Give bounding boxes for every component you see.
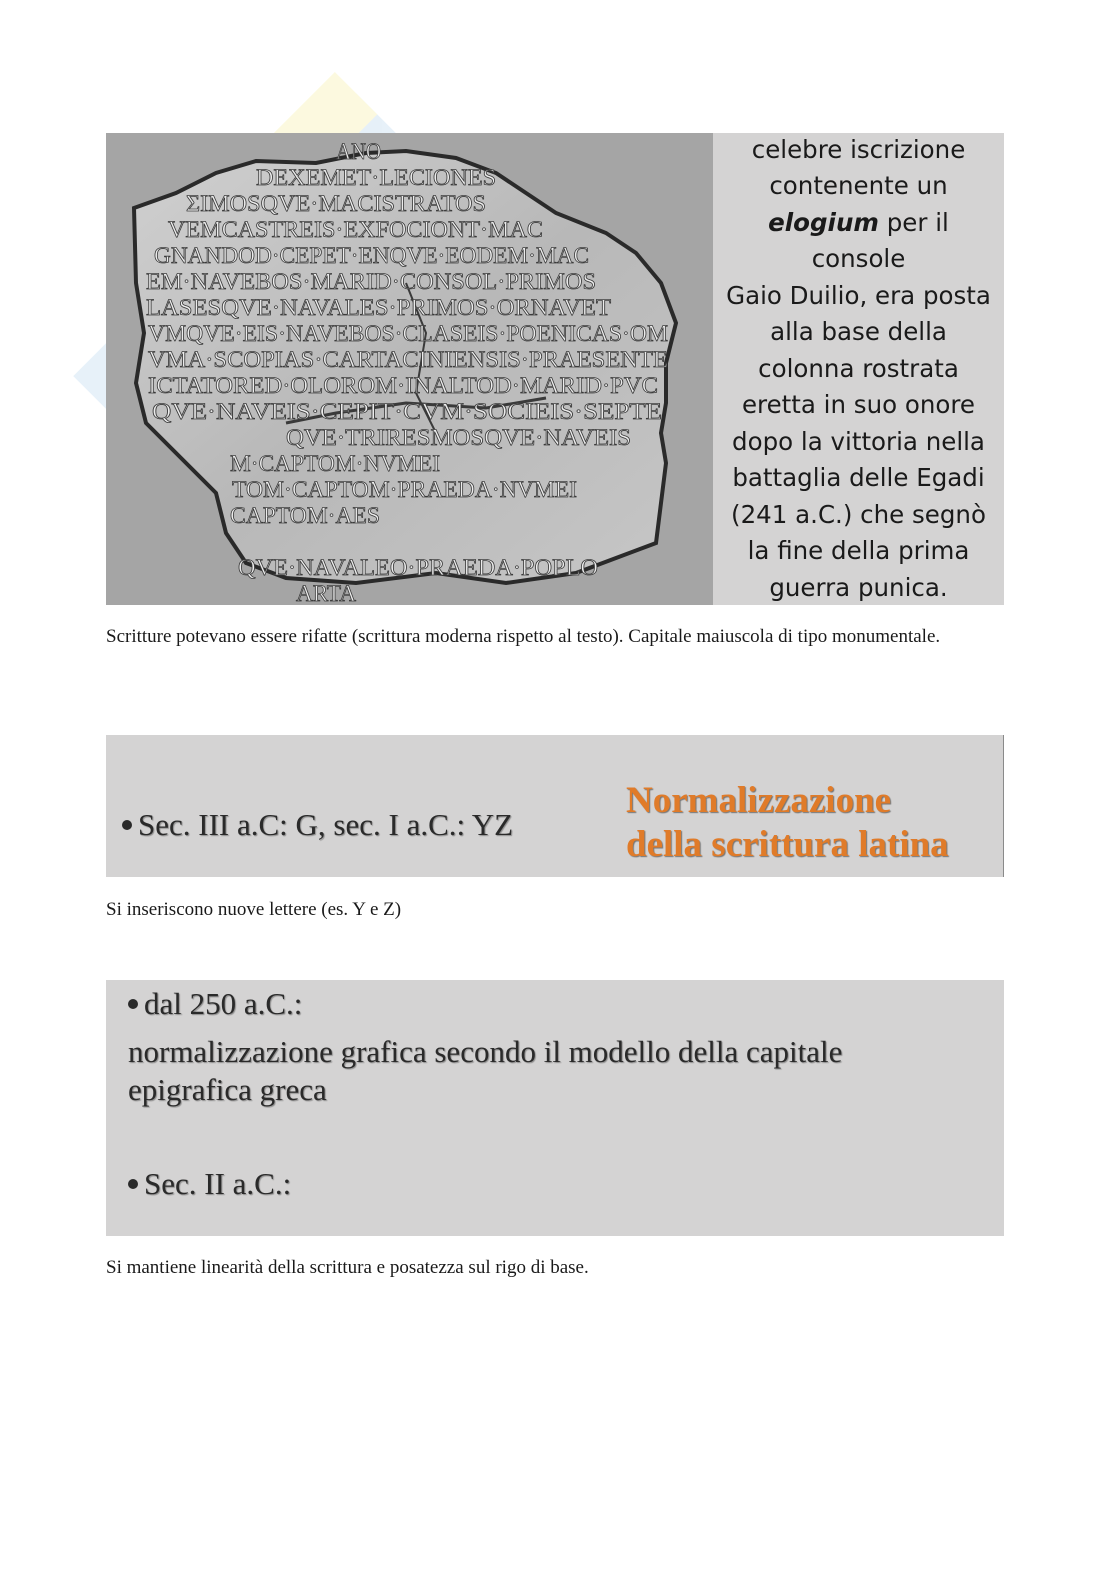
bullet-dot-icon <box>128 1179 138 1189</box>
inscription-line: QVE·NAVALEO·PRAEDA·POPLO <box>238 555 598 580</box>
inscription-line: LASESQVE·NAVALES·PRIMOS·ORNAVET <box>146 295 611 320</box>
caption-line: la fine della prima <box>747 536 970 566</box>
caption-line: celebre iscrizione <box>751 134 966 164</box>
caption-line: guerra punica. <box>769 572 948 602</box>
caption-line: battaglia delle Egadi <box>732 463 985 493</box>
caption-line: colonna rostrata <box>758 353 959 383</box>
note-nuove-lettere: Si inseriscono nuove lettere (es. Y e Z) <box>106 899 402 920</box>
note-scritture: Scritture potevano essere rifatte (scrittura moderna rispetto al testo). Capitale maiuscola di tipo monumentale. <box>106 626 941 647</box>
caption-line: alla base della <box>770 317 947 347</box>
inscription-line: DEXEMET·LECIONES <box>256 165 496 190</box>
normalization-slide <box>106 735 1004 877</box>
inscription-line: M·CAPTOM·NVMEI <box>230 451 440 476</box>
bullet-text: Sec. III a.C: G, sec. I a.C.: YZ <box>138 807 514 842</box>
epigrafica-line: epigrafica greca <box>128 1072 327 1107</box>
slide-title <box>626 779 949 867</box>
bullet-dot-icon <box>122 820 132 830</box>
inscription-caption <box>721 132 996 607</box>
caption-line: eretta in suo onore <box>741 390 975 420</box>
caption-line: dopo la vittoria nella <box>732 426 985 456</box>
caption-line: contenente un <box>769 171 948 201</box>
bullet-text: dal 250 a.C.: <box>144 986 303 1021</box>
inscription-line: ARTA <box>296 581 357 605</box>
caption-panel <box>713 133 1004 605</box>
bullet-dal-250 <box>128 986 302 1022</box>
inscription-line: VEMCASTREIS·EXFOCIONT·MAC <box>168 217 543 242</box>
bullet-text: Sec. II a.C.: <box>144 1166 292 1201</box>
title-line-2: della scrittura latina <box>626 824 949 865</box>
bullet-dot-icon <box>128 999 138 1009</box>
inscription-line: ANO <box>336 139 381 164</box>
normalization-line: normalizzazione grafica secondo il modello della capitale <box>128 1034 843 1069</box>
inscription-line: TOM·CAPTOM·PRAEDA·NVMEI <box>232 477 577 502</box>
bullet-sec-iii <box>122 807 513 843</box>
inscription-line: VMQVE·EIS·NAVEBOS·CLASEIS·POENICAS·OM <box>148 321 668 346</box>
inscription-line: ΣIMOSQVE·MACISTRATOS <box>186 191 486 216</box>
inscription-line: QVE·NAVEIS·CEPIT·CVM·SOCIEIS·SEPTE <box>152 399 662 424</box>
caption-emphasis: elogium <box>768 207 879 237</box>
inscription-line: VMA·SCOPIAS·CARTACINIENSIS·PRAESENTE <box>148 347 668 372</box>
inscription-line: GNANDOD·CEPET·ENQVE·EODEM·MAC <box>154 243 589 268</box>
note-linearita: Si mantiene linearità della scrittura e posatezza sul rigo di base. <box>106 1257 589 1278</box>
inscription-stone-graphic <box>106 133 713 605</box>
title-line-1: Normalizzazione <box>626 780 892 821</box>
caption-line: (241 a.C.) che segnò <box>731 499 986 529</box>
caption-line: Gaio Duilio, era posta <box>726 280 991 310</box>
inscription-line: EM·NAVEBOS·MARID·CONSOL·PRIMOS <box>146 269 596 294</box>
inscription-line: CAPTOM·AES <box>230 503 380 528</box>
inscription-slide <box>106 133 1004 605</box>
graphic-normalization-slide <box>106 980 1004 1236</box>
caption-line <box>721 205 996 278</box>
bullet-sec-ii <box>128 1166 291 1202</box>
inscription-photo <box>106 133 713 605</box>
inscription-line: QVE·TRIRESMOSQVE·NAVEIS <box>286 425 631 450</box>
inscription-line: ICTATORED·OLOROM·INALTOD·MARID·PVC <box>148 373 658 398</box>
caption-rest: per il console <box>811 207 949 274</box>
